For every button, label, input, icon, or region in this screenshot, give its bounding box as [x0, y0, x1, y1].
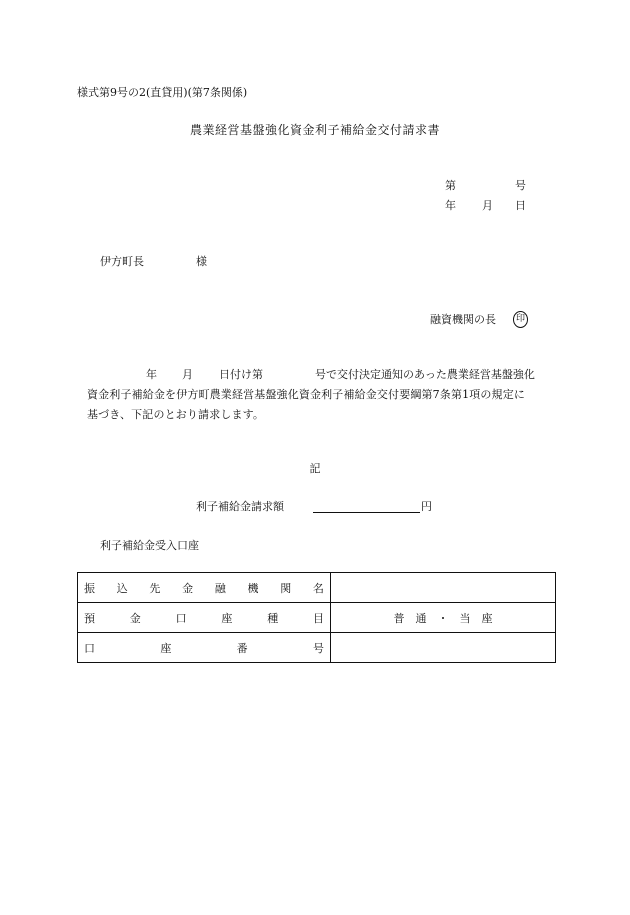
- doc-date-month: 月: [482, 199, 493, 212]
- addressee-name: 伊方町長: [100, 255, 144, 268]
- label-char: 名: [312, 581, 324, 595]
- row-label-account-number: [78, 633, 331, 663]
- label-char: 番: [236, 641, 248, 655]
- ki-marker: 記: [309, 462, 321, 475]
- label-char: 口: [84, 641, 95, 655]
- form-number: 様式第9号の2(直貸用)(第7条関係): [77, 86, 248, 99]
- seal-mark: 印: [513, 311, 528, 328]
- account-type-field[interactable]: 普 通 ・ 当 座: [331, 603, 556, 633]
- label-char: 座: [160, 641, 172, 655]
- doc-number-dai: 第: [445, 179, 456, 192]
- doc-date-day: 日: [515, 199, 526, 212]
- body-line1-day: 日付け第: [219, 368, 263, 381]
- label-char: 預: [84, 611, 95, 625]
- body-line3: 基づき、下記のとおり請求します。: [87, 408, 265, 421]
- label-char: 種: [267, 611, 279, 625]
- account-table: [77, 572, 556, 663]
- label-chars: [84, 580, 324, 596]
- table-row: [78, 603, 556, 633]
- row-label-account-type: [78, 603, 331, 633]
- table-row: [78, 633, 556, 663]
- label-char: 口: [175, 611, 187, 625]
- label-char: 金: [129, 611, 141, 625]
- label-char: 振: [84, 581, 95, 595]
- body-line1-rest: 号で交付決定通知のあった農業経営基盤強化: [315, 368, 535, 381]
- doc-number-go: 号: [515, 179, 526, 192]
- amount-label: 利子補給金請求額: [196, 500, 284, 513]
- label-chars: [84, 640, 324, 656]
- row-label-bank-name: [78, 573, 331, 603]
- label-char: 座: [221, 611, 233, 625]
- label-char: 先: [149, 581, 161, 595]
- addressee-honorific: 様: [196, 255, 207, 268]
- document-title: 農業経営基盤強化資金利子補給金交付請求書: [189, 123, 440, 137]
- label-chars: [84, 610, 324, 626]
- table-row: [78, 573, 556, 603]
- label-char: 込: [116, 581, 128, 595]
- sender-label: 融資機関の長: [430, 313, 496, 326]
- label-char: 関: [280, 581, 292, 595]
- label-char: 融: [214, 581, 226, 595]
- amount-underline[interactable]: [313, 512, 420, 513]
- body-line1-year: 年: [146, 368, 157, 381]
- body-line2: 資金利子補給金を伊方町農業経営基盤強化資金利子補給金交付要綱第7条第1項の規定に: [87, 388, 525, 401]
- body-line1-month: 月: [182, 368, 193, 381]
- account-heading: 利子補給金受入口座: [100, 539, 199, 552]
- bank-name-field[interactable]: [331, 573, 556, 603]
- doc-date-year: 年: [445, 199, 456, 212]
- label-char: 金: [182, 581, 194, 595]
- label-char: 号: [312, 641, 324, 655]
- label-char: 機: [247, 581, 259, 595]
- account-number-field[interactable]: [331, 633, 556, 663]
- label-char: 目: [312, 611, 324, 625]
- amount-unit: 円: [421, 500, 432, 513]
